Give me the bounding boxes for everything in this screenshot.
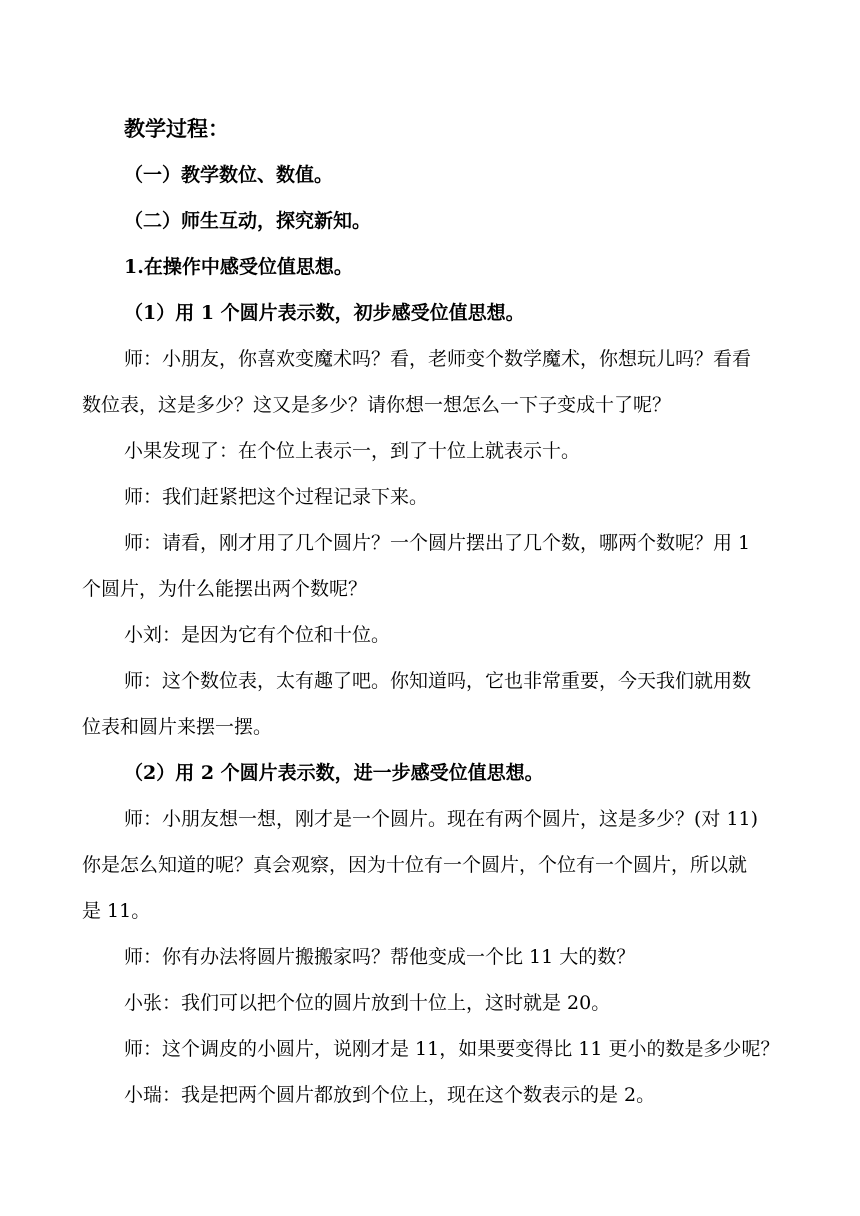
paragraph-line: 小张：我们可以把个位的圆片放到十位上，这时就是 20。: [124, 992, 611, 1014]
paragraph-line: 师：小朋友，你喜欢变魔术吗？看，老师变个数学魔术，你想玩儿吗？看看: [124, 348, 752, 370]
paragraph-line: 小刘：是因为它有个位和十位。: [124, 624, 391, 646]
paragraph-line: 是 11。: [82, 900, 151, 922]
step-heading: （1）用 1 个圆片表示数，初步感受位值思想。: [124, 302, 525, 324]
paragraph-line: 师：请看，刚才用了几个圆片？一个圆片摆出了几个数，哪两个数呢？用 1: [124, 532, 751, 554]
paragraph-line: 小瑞：我是把两个圆片都放到个位上，现在这个数表示的是 2。: [124, 1084, 656, 1106]
paragraph-line: 个圆片，为什么能摆出两个数呢？: [82, 578, 368, 600]
paragraph-line: 师：这个调皮的小圆片，说刚才是 11，如果要变得比 11 更小的数是多少呢？: [124, 1038, 780, 1060]
subsection-heading: （一）教学数位、数值。: [124, 164, 334, 186]
step-heading: （2）用 2 个圆片表示数，进一步感受位值思想。: [124, 762, 544, 784]
paragraph-line: 你是怎么知道的呢？真会观察，因为十位有一个圆片，个位有一个圆片，所以就: [82, 854, 748, 876]
section-title: 教学过程：: [124, 116, 229, 141]
paragraph-line: 数位表，这是多少？这又是多少？请你想一想怎么一下子变成十了呢？: [82, 394, 672, 416]
paragraph-line: 位表和圆片来摆一摆。: [82, 716, 273, 738]
point-heading: 1.在操作中感受位值思想。: [124, 256, 353, 278]
paragraph-line: 师：我们赶紧把这个过程记录下来。: [124, 486, 429, 508]
paragraph-line: 师：小朋友想一想，刚才是一个圆片。现在有两个圆片，这是多少？(对 11): [124, 808, 759, 830]
paragraph-line: 小果发现了：在个位上表示一，到了十位上就表示十。: [124, 440, 581, 462]
subsection-heading: （二）师生互动，探究新知。: [124, 210, 372, 232]
paragraph-line: 师：你有办法将圆片搬搬家吗？帮他变成一个比 11 大的数？: [124, 946, 636, 968]
paragraph-line: 师：这个数位表，太有趣了吧。你知道吗，它也非常重要，今天我们就用数: [124, 670, 752, 692]
